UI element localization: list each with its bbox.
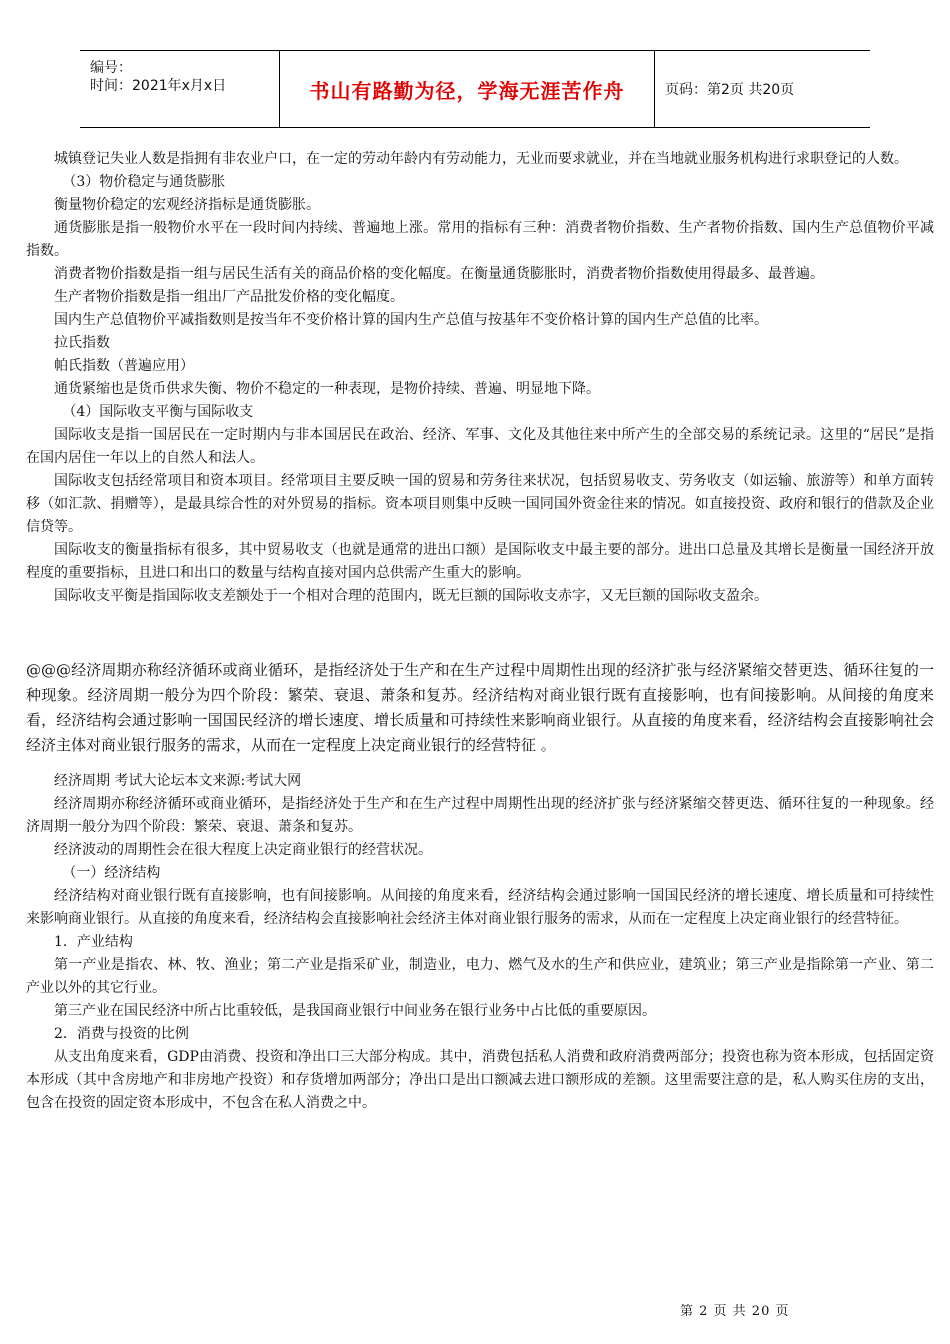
paragraph: 生产者物价指数是指一组出厂产品批发价格的变化幅度。 [54, 289, 404, 305]
document-body [26, 148, 934, 1115]
paragraph: 第三产业在国民经济中所占比重较低，是我国商业银行中间业务在银行业务中占比低的重要原因。 [54, 1003, 656, 1019]
paragraph: 国际收支的衡量指标有很多，其中贸易收支（也就是通常的进出口额）是国际收支中最主要的部分。进出口总量及其增长是衡量一国经济开放程度的重要指标，且进口和出口的数量与结构直接对国内总供需产生重大的影响。 [26, 542, 934, 581]
section-heading: （4）国际收支平衡与国际收支 [62, 404, 254, 420]
paragraph: 经济波动的周期性会在很大程度上决定商业银行的经营状况。 [54, 842, 432, 858]
section-heading: （一）经济结构 [62, 865, 161, 881]
summary-block [26, 658, 934, 758]
section-heading: （3）物价稳定与通货膨胀 [62, 174, 226, 190]
header-page-info: 页码：第2页 共20页 [665, 82, 795, 98]
subsection-heading: 2．消费与投资的比例 [54, 1026, 189, 1042]
header-meta [80, 51, 280, 127]
paragraph: 经济结构对商业银行既有直接影响，也有间接影响。从间接的角度来看，经济结构会通过影响一国国民经济的增长速度、增长质量和可持续性来影响商业银行。从直接的角度来看，经济结构会直接影响社会经济主体对商业银行服务的需求，从而在一定程度上决定商业银行的经营特征。 [26, 888, 934, 927]
paragraph: 国际收支平衡是指国际收支差额处于一个相对合理的范围内，既无巨额的国际收支赤字，又无巨额的国际收支盈余。 [54, 588, 768, 604]
paragraph: 消费者物价指数是指一组与居民生活有关的商品价格的变化幅度。在衡量通货膨胀时，消费者物价指数使用得最多、最普遍。 [54, 266, 824, 282]
paragraph: 衡量物价稳定的宏观经济指标是通货膨胀。 [54, 197, 320, 213]
page-header [80, 50, 870, 128]
paragraph: 通货膨胀是指一般物价水平在一段时间内持续、普遍地上涨。常用的指标有三种：消费者物价指数、生产者物价指数、国内生产总值物价平减指数。 [26, 220, 934, 259]
source-line: 经济周期 考试大论坛本文来源:考试大网 [54, 773, 302, 789]
paragraph: 城镇登记失业人数是指拥有非农业户口，在一定的劳动年龄内有劳动能力，无业而要求就业，并在当地就业服务机构进行求职登记的人数。 [54, 151, 908, 167]
subsection-heading: 1．产业结构 [54, 934, 133, 950]
paragraph: 国际收支是指一国居民在一定时期内与非本国居民在政治、经济、军事、文化及其他往来中所产生的全部交易的系统记录。这里的“居民”是指在国内居住一年以上的自然人和法人。 [26, 427, 934, 466]
paragraph: 国际收支包括经常项目和资本项目。经常项目主要反映一国的贸易和劳务往来状况，包括贸易收支、劳务收支（如运输、旅游等）和单方面转移（如汇款、捐赠等），是最具综合性的对外贸易的指标。资本项目则集中反映一国同国外资金往来的情况。如直接投资、政府和银行的借款及企业信贷等。 [26, 473, 934, 535]
document-time-label: 时间：2021年x月x日 [90, 78, 227, 94]
paragraph: 国内生产总值物价平减指数则是按当年不变价格计算的国内生产总值与按基年不变价格计算的国内生产总值的比率。 [54, 312, 768, 328]
paragraph: 通货紧缩也是货币供求失衡、物价不稳定的一种表现，是物价持续、普遍、明显地下降。 [54, 381, 600, 397]
paragraph: 帕氏指数（普遍应用） [54, 358, 194, 374]
paragraph: 第一产业是指农、林、牧、渔业；第二产业是指采矿业，制造业，电力、燃气及水的生产和供应业，建筑业；第三产业是指除第一产业、第二产业以外的其它行业。 [26, 957, 934, 996]
summary-paragraph: @@@经济周期亦称经济循环或商业循环，是指经济处于生产和在生产过程中周期性出现的经济扩张与经济紧缩交替更迭、循环往复的一种现象。经济周期一般分为四个阶段：繁荣、衰退、萧条和复苏。经济结构对商业银行既有直接影响，也有间接影响。从间接的角度来看，经济结构会通过影响一国国民经济的增长速度、增长质量和可持续性来影响商业银行。从直接的角度来看，经济结构会直接影响社会经济主体对商业银行服务的需求，从而在一定程度上决定商业银行的经营特征 。 [26, 661, 934, 754]
paragraph: 拉氏指数 [54, 335, 110, 351]
paragraph: 从支出角度来看，GDP由消费、投资和净出口三大部分构成。其中，消费包括私人消费和政府消费两部分；投资也称为资本形成，包括固定资本形成（其中含房地产和非房地产投资）和存货增加两部分；净出口是出口额减去进口额形成的差额。这里需要注意的是，私人购买住房的支出，包含在投资的固定资本形成中，不包含在私人消费之中。 [26, 1049, 934, 1111]
page-footer: 第 2 页 共 20 页 [680, 1304, 790, 1319]
document-number-label: 编号： [90, 60, 132, 76]
paragraph: 经济周期亦称经济循环或商业循环，是指经济处于生产和在生产过程中周期性出现的经济扩张与经济紧缩交替更迭、循环往复的一种现象。经济周期一般分为四个阶段：繁荣、衰退、萧条和复苏。 [26, 796, 934, 835]
header-motto: 书山有路勤为径，学海无涯苦作舟 [280, 51, 655, 127]
